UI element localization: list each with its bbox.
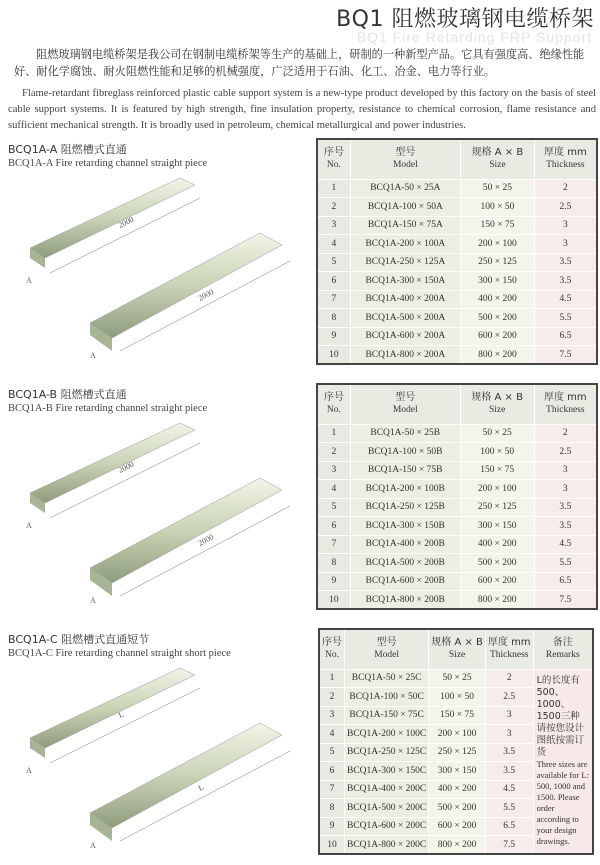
thickness-cell: 2.5 [485, 688, 533, 707]
size-cell: 400 × 200 [460, 535, 534, 554]
thickness-cell: 6.5 [534, 327, 597, 346]
model-cell: BCQ1A-500 × 200A [350, 309, 460, 328]
no-header: 序号 No. [317, 384, 350, 424]
model-cell: BCQ1A-500 × 200B [350, 554, 460, 573]
model-header: 型号 Model [345, 629, 429, 669]
model-cell: BCQ1A-200 × 100B [350, 480, 460, 499]
row-number: 8 [317, 309, 350, 328]
table-row [317, 517, 597, 536]
model-cell: BCQ1A-800 × 200C [345, 836, 429, 855]
thickness-cell: 4.5 [534, 535, 597, 554]
table-row [317, 591, 597, 610]
spec-table [316, 383, 598, 610]
channel-diagram [20, 418, 310, 608]
remarks-cell: L的长度有500、1000、1500三种请按您设计图纸按需订货 Three sizes are available for L: 500, 1000 and 1500. Please order according to your design drawings. [533, 669, 593, 854]
size-cell: 500 × 200 [461, 309, 535, 328]
size-cell: 50 × 25 [429, 669, 486, 688]
size-cell: 400 × 200 [461, 290, 535, 309]
thickness-cell: 6.5 [485, 817, 533, 836]
thickness-cell: 2 [534, 179, 597, 198]
row-number: 5 [317, 253, 350, 272]
table-row [317, 572, 597, 591]
model-cell: BCQ1A-600 × 200B [350, 572, 460, 591]
row-number: 6 [317, 272, 350, 291]
no-header: 序号 No. [317, 139, 350, 179]
dimension-label: 2000 [196, 532, 216, 548]
size-cell: 300 × 150 [429, 762, 486, 781]
table-row [317, 290, 597, 309]
thickness-cell: 3 [534, 235, 597, 254]
thickness-cell: 2.5 [534, 443, 597, 462]
table-row [317, 327, 597, 346]
size-cell: 200 × 100 [460, 480, 534, 499]
row-number: 3 [319, 706, 345, 725]
channel-diagram [20, 663, 310, 853]
row-number: 2 [317, 198, 350, 217]
thickness-cell: 7.5 [534, 591, 597, 610]
model-header: 型号 Model [350, 139, 460, 179]
thickness-cell: 3 [534, 480, 597, 499]
size-cell: 400 × 200 [429, 780, 486, 799]
dimension-label: A [26, 276, 32, 285]
table-row [317, 216, 597, 235]
size-cell: 600 × 200 [461, 327, 535, 346]
model-cell: BCQ1A-50 × 25B [350, 424, 460, 443]
model-header: 型号 Model [350, 384, 460, 424]
size-cell: 500 × 200 [460, 554, 534, 573]
model-cell: BCQ1A-300 × 150B [350, 517, 460, 536]
size-cell: 250 × 125 [461, 253, 535, 272]
row-number: 9 [317, 327, 350, 346]
section-title-cn: BCQ1A-A 阻燃槽式直通 [8, 143, 127, 156]
dimension-label: L [196, 782, 206, 793]
size-cell: 150 × 75 [461, 216, 535, 235]
size-cell: 200 × 100 [461, 235, 535, 254]
row-number: 10 [317, 591, 350, 610]
size-cell: 150 × 75 [429, 706, 486, 725]
thickness-cell: 2 [534, 424, 597, 443]
model-cell: BCQ1A-400 × 200A [350, 290, 460, 309]
row-number: 7 [319, 780, 345, 799]
table-row [317, 554, 597, 573]
size-cell: 800 × 200 [460, 591, 534, 610]
row-number: 9 [317, 572, 350, 591]
model-cell: BCQ1A-600 × 200C [345, 817, 429, 836]
model-cell: BCQ1A-200 × 100C [345, 725, 429, 744]
model-cell: BCQ1A-150 × 75A [350, 216, 460, 235]
thickness-cell: 3 [485, 725, 533, 744]
model-cell: BCQ1A-500 × 200C [345, 799, 429, 818]
thickness-cell: 3.5 [534, 517, 597, 536]
section-title-cn: BCQ1A-B 阻燃槽式直通 [8, 388, 127, 401]
intro-english: Flame-retardant fibreglass reinforced plastic cable support system is a new-type product developed by this factory on the basis of steel cable support systems. It is featured by high strength, fine insulation property, resistance to chemical corrosion, flame resistance and sufficient mechanical strength. It is broadly used in petroleum, chemical metallurgical and power industries. [8, 88, 596, 131]
table-row [317, 309, 597, 328]
remarks-header: 备注 Remarks [533, 629, 593, 669]
row-number: 2 [317, 443, 350, 462]
size-cell: 300 × 150 [460, 517, 534, 536]
row-number: 6 [319, 762, 345, 781]
dimension-label: A [26, 766, 32, 775]
model-cell: BCQ1A-300 × 150A [350, 272, 460, 291]
channel-piece [90, 233, 282, 338]
row-number: 3 [317, 216, 350, 235]
table-row [317, 535, 597, 554]
thickness-cell: 3.5 [534, 253, 597, 272]
model-cell: BCQ1A-300 × 150C [345, 762, 429, 781]
row-number: 7 [317, 290, 350, 309]
row-number: 10 [317, 346, 350, 365]
thickness-cell: 6.5 [534, 572, 597, 591]
row-number: 4 [319, 725, 345, 744]
row-number: 3 [317, 461, 350, 480]
thickness-cell: 3.5 [534, 272, 597, 291]
thickness-cell: 3.5 [485, 762, 533, 781]
thickness-header: 厚度 mm Thickness [534, 139, 597, 179]
table-row [317, 235, 597, 254]
thickness-header: 厚度 mm Thickness [485, 629, 533, 669]
row-number: 5 [319, 743, 345, 762]
channel-piece [30, 423, 195, 503]
model-cell: BCQ1A-600 × 200A [350, 327, 460, 346]
dimension-label: A [26, 521, 32, 530]
size-cell: 150 × 75 [460, 461, 534, 480]
size-cell: 800 × 200 [461, 346, 535, 365]
size-cell: 250 × 125 [460, 498, 534, 517]
size-header: 规格 A × B Size [429, 629, 486, 669]
thickness-cell: 5.5 [485, 799, 533, 818]
thickness-cell: 2.5 [534, 198, 597, 217]
section-title-en: BCQ1A-A Fire retarding channel straight piece [8, 158, 208, 169]
thickness-cell: 4.5 [485, 780, 533, 799]
size-cell: 300 × 150 [461, 272, 535, 291]
size-cell: 250 × 125 [429, 743, 486, 762]
channel-diagram [20, 173, 310, 363]
table-row [317, 198, 597, 217]
table-row [317, 346, 597, 365]
size-cell: 800 × 200 [429, 836, 486, 855]
size-cell: 600 × 200 [429, 817, 486, 836]
row-number: 9 [319, 817, 345, 836]
no-header: 序号 No. [319, 629, 345, 669]
row-number: 8 [319, 799, 345, 818]
thickness-cell: 7.5 [534, 346, 597, 365]
dimension-label: 2000 [116, 459, 136, 475]
model-cell: BCQ1A-250 × 125B [350, 498, 460, 517]
page-subtitle: BQ1 Fire Retarding FRP Support [356, 29, 592, 45]
size-cell: 200 × 100 [429, 725, 486, 744]
intro-chinese: 阻燃玻璃钢电缆桥架是我公司在钢制电缆桥架等生产的基础上，研制的一种新型产品。它具有强度高、绝缘性能好、耐化学腐蚀、耐火阻燃性能和足够的机械强度，广泛适用于石油、化工、冶金、电力等行业。 [14, 48, 585, 78]
size-cell: 100 × 50 [429, 688, 486, 707]
size-cell: 50 × 25 [461, 179, 535, 198]
model-cell: BCQ1A-50 × 25A [350, 179, 460, 198]
row-number: 1 [319, 669, 345, 688]
thickness-cell: 3.5 [534, 498, 597, 517]
spec-table [318, 628, 594, 855]
model-cell: BCQ1A-250 × 125A [350, 253, 460, 272]
row-number: 5 [317, 498, 350, 517]
row-number: 8 [317, 554, 350, 573]
model-cell: BCQ1A-800 × 200A [350, 346, 460, 365]
channel-piece [30, 178, 195, 258]
size-cell: 100 × 50 [460, 443, 534, 462]
channel-piece [90, 478, 282, 583]
row-number: 1 [317, 179, 350, 198]
thickness-cell: 3 [485, 706, 533, 725]
page-title: BQ1 阻燃玻璃钢电缆桥架 [336, 7, 594, 32]
thickness-cell: 7.5 [485, 836, 533, 855]
model-cell: BCQ1A-800 × 200B [350, 591, 460, 610]
channel-piece [30, 668, 195, 748]
row-number: 10 [319, 836, 345, 855]
size-cell: 50 × 25 [460, 424, 534, 443]
row-number: 6 [317, 517, 350, 536]
row-number: 4 [317, 235, 350, 254]
model-cell: BCQ1A-200 × 100A [350, 235, 460, 254]
dimension-label: L [116, 709, 126, 720]
table-row [317, 272, 597, 291]
thickness-cell: 3 [534, 216, 597, 235]
dimension-label: 2000 [116, 214, 136, 230]
size-header: 规格 A × B Size [460, 384, 534, 424]
size-header: 规格 A × B Size [461, 139, 535, 179]
row-number: 1 [317, 424, 350, 443]
table-row [317, 179, 597, 198]
table-row [317, 253, 597, 272]
thickness-cell: 5.5 [534, 554, 597, 573]
model-cell: BCQ1A-100 × 50A [350, 198, 460, 217]
size-cell: 100 × 50 [461, 198, 535, 217]
table-row [317, 461, 597, 480]
thickness-cell: 2 [485, 669, 533, 688]
model-cell: BCQ1A-400 × 200B [350, 535, 460, 554]
model-cell: BCQ1A-250 × 125C [345, 743, 429, 762]
model-cell: BCQ1A-100 × 50C [345, 688, 429, 707]
dimension-label: 2000 [196, 287, 216, 303]
table-row [319, 669, 593, 688]
thickness-cell: 5.5 [534, 309, 597, 328]
model-cell: BCQ1A-150 × 75C [345, 706, 429, 725]
row-number: 4 [317, 480, 350, 499]
dimension-label: A [90, 841, 96, 850]
model-cell: BCQ1A-400 × 200C [345, 780, 429, 799]
table-row [317, 480, 597, 499]
row-number: 2 [319, 688, 345, 707]
section-title-cn: BCQ1A-C 阻燃槽式直通短节 [8, 633, 150, 646]
size-cell: 500 × 200 [429, 799, 486, 818]
model-cell: BCQ1A-50 × 25C [345, 669, 429, 688]
dimension-label: A [90, 351, 96, 360]
thickness-header: 厚度 mm Thickness [534, 384, 597, 424]
spec-table [316, 138, 598, 365]
table-row [317, 424, 597, 443]
model-cell: BCQ1A-150 × 75B [350, 461, 460, 480]
section-title-en: BCQ1A-C Fire retarding channel straight short piece [8, 648, 231, 659]
table-row [317, 443, 597, 462]
size-cell: 600 × 200 [460, 572, 534, 591]
model-cell: BCQ1A-100 × 50B [350, 443, 460, 462]
section-title-en: BCQ1A-B Fire retarding channel straight piece [8, 403, 208, 414]
thickness-cell: 4.5 [534, 290, 597, 309]
thickness-cell: 3.5 [485, 743, 533, 762]
table-row [317, 498, 597, 517]
dimension-label: A [90, 596, 96, 605]
thickness-cell: 3 [534, 461, 597, 480]
row-number: 7 [317, 535, 350, 554]
channel-piece [90, 723, 282, 828]
